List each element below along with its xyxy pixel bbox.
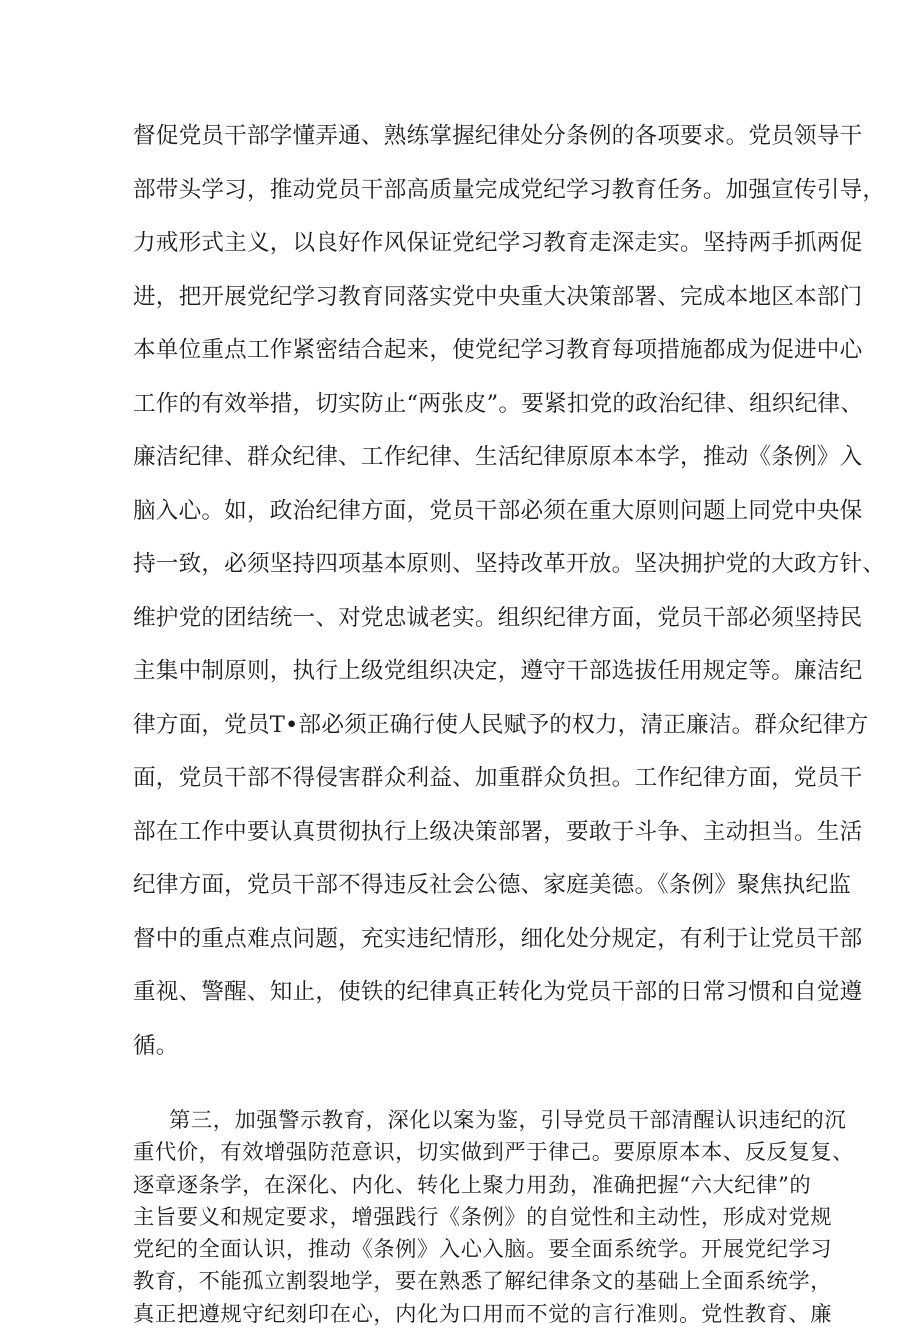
text-line: 本单位重点工作紧密结合起来，使党纪学习教育每项措施都成为促进中心 — [133, 337, 863, 363]
text-line: 工作的有效举措，切实防止“两张皮”。要紧扣党的政治纪律、组织纪律、 — [133, 390, 864, 417]
text-line: 维护党的团结统一、对党忠诚老实。组织纪律方面，党员干部必须坚持民 — [133, 604, 863, 631]
text-line: 进，把开展党纪学习教育同落实党中央重大决策部署、完成本地区本部门 — [133, 283, 863, 310]
text-line: 持一致，必须坚持四项基本原则、坚持改革开放。坚决拥护党的大政方针、 — [133, 551, 886, 577]
text-line: 部在工作中要认真贯彻执行上级决策部署，要敢于斗争、主动担当。生活 — [133, 818, 863, 845]
text-line: 教育，不能孤立割裂地学，要在熟悉了解纪律条文的基础上全面系统学， — [133, 1269, 833, 1295]
text-line: 部带头学习，推动党员干部高质量完成党纪学习教育任务。加强宣传引导， — [133, 176, 886, 203]
text-line: 面，党员干部不得侵害群众利益、加重群众负担。工作纪律方面，党员干 — [133, 765, 863, 791]
text-line: 督促党员干部学懂弄通、熟练掌握纪律处分条例的各项要求。党员领导干 — [133, 123, 863, 149]
paragraph-warning-education — [133, 1105, 854, 1331]
text-line: 重视、警醒、知止，使铁的纪律真正转化为党员干部的日常习惯和自觉遵 — [133, 979, 863, 1005]
paragraph-discipline-study — [133, 110, 886, 1073]
text-line: 脑入心。如，政治纪律方面，党员干部必须在重大原则问题上同党中央保 — [133, 497, 863, 524]
text-line: 逐章逐条学，在深化、内化、转化上聚力用劲，准确把握“六大纪律”的 — [133, 1172, 812, 1198]
text-line: 真正把遵规守纪刻印在心，内化为口用而不觉的言行准则。党性教育、廉 — [133, 1301, 833, 1327]
text-line: 律方面，党员T•部必须正确行使人民赋予的权力，清正廉洁。群众纪律方 — [133, 711, 869, 738]
text-line: 廉洁纪律、群众纪律、工作纪律、生活纪律原原本本学，推动《条例》入 — [133, 444, 863, 470]
text-line: 主集中制原则，执行上级党组织决定，遵守干部选拔任用规定等。廉洁纪 — [133, 658, 863, 684]
text-line: 重代价，有效增强防范意识，切实做到严于律己。要原原本本、反反复复、 — [133, 1140, 854, 1166]
text-line: 督中的重点难点问题，充实违纪情形，细化处分规定，有利于让党员干部 — [133, 925, 863, 952]
text-line: 循。 — [133, 1032, 179, 1059]
text-line: 力戒形式主义，以良好作风保证党纪学习教育走深走实。坚持两手抓两促 — [133, 230, 863, 256]
text-line: 党纪的全面认识，推动《条例》入心入脑。要全面系统学。开展党纪学习 — [133, 1237, 833, 1263]
text-line: 主旨要义和规定要求，增强践行《条例》的自觉性和主动性，形成对党规 — [133, 1204, 833, 1230]
document-page — [133, 110, 886, 1331]
text-line: 第三，加强警示教育，深化以案为鉴，引导党员干部清醒认识违纪的沉 — [169, 1108, 847, 1133]
text-line: 纪律方面，党员干部不得违反社会公德、家庭美德。《条例》聚焦执纪监 — [133, 872, 852, 898]
